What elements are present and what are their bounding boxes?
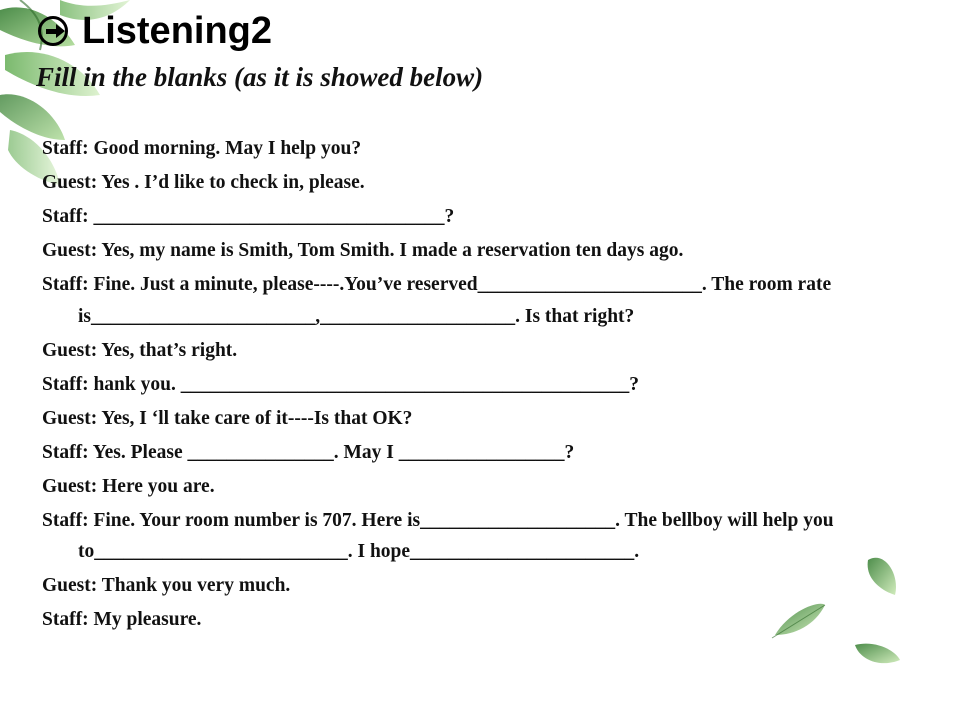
dialogue-line: Guest: Thank you very much. — [42, 575, 291, 596]
slide-subtitle: Fill in the blanks (as it is showed below) — [36, 62, 484, 92]
dialogue-line: Staff: Yes. Please _______________. May I _________________? — [42, 441, 575, 463]
dialogue-line: Staff: My pleasure. — [42, 609, 202, 630]
dialogue-list — [42, 133, 902, 638]
dialogue-line: Staff: ____________________________________? — [42, 206, 455, 227]
slide-title-text: Listening2 — [82, 10, 273, 52]
dialogue-line: Guest: Yes, I ‘ll take care of it----Is that OK? — [42, 407, 413, 429]
dialogue-line: Staff: Fine. Just a minute, please----.You’ve reserved_______________________. The room rate is_______________________,____________________. Is that right? — [42, 274, 832, 327]
dialogue-line: Guest: Here you are. — [42, 475, 215, 497]
circled-arrow-icon — [38, 16, 68, 46]
dialogue-line: Guest: Yes, my name is Smith, Tom Smith. I made a reservation ten days ago. — [42, 240, 684, 261]
dialogue-line: Staff: Good morning. May I help you? — [42, 138, 362, 159]
dialogue-line: Guest: Yes . I’d like to check in, please. — [42, 172, 365, 193]
dialogue-line: Staff: hank you. ______________________________________________? — [42, 373, 639, 395]
dialogue-line: Guest: Yes, that’s right. — [42, 339, 238, 361]
slide-title — [38, 8, 272, 54]
dialogue-line: Staff: Fine. Your room number is 707. Here is____________________. The bellboy will help you to__________________________. I hope_______________________. — [42, 509, 834, 562]
